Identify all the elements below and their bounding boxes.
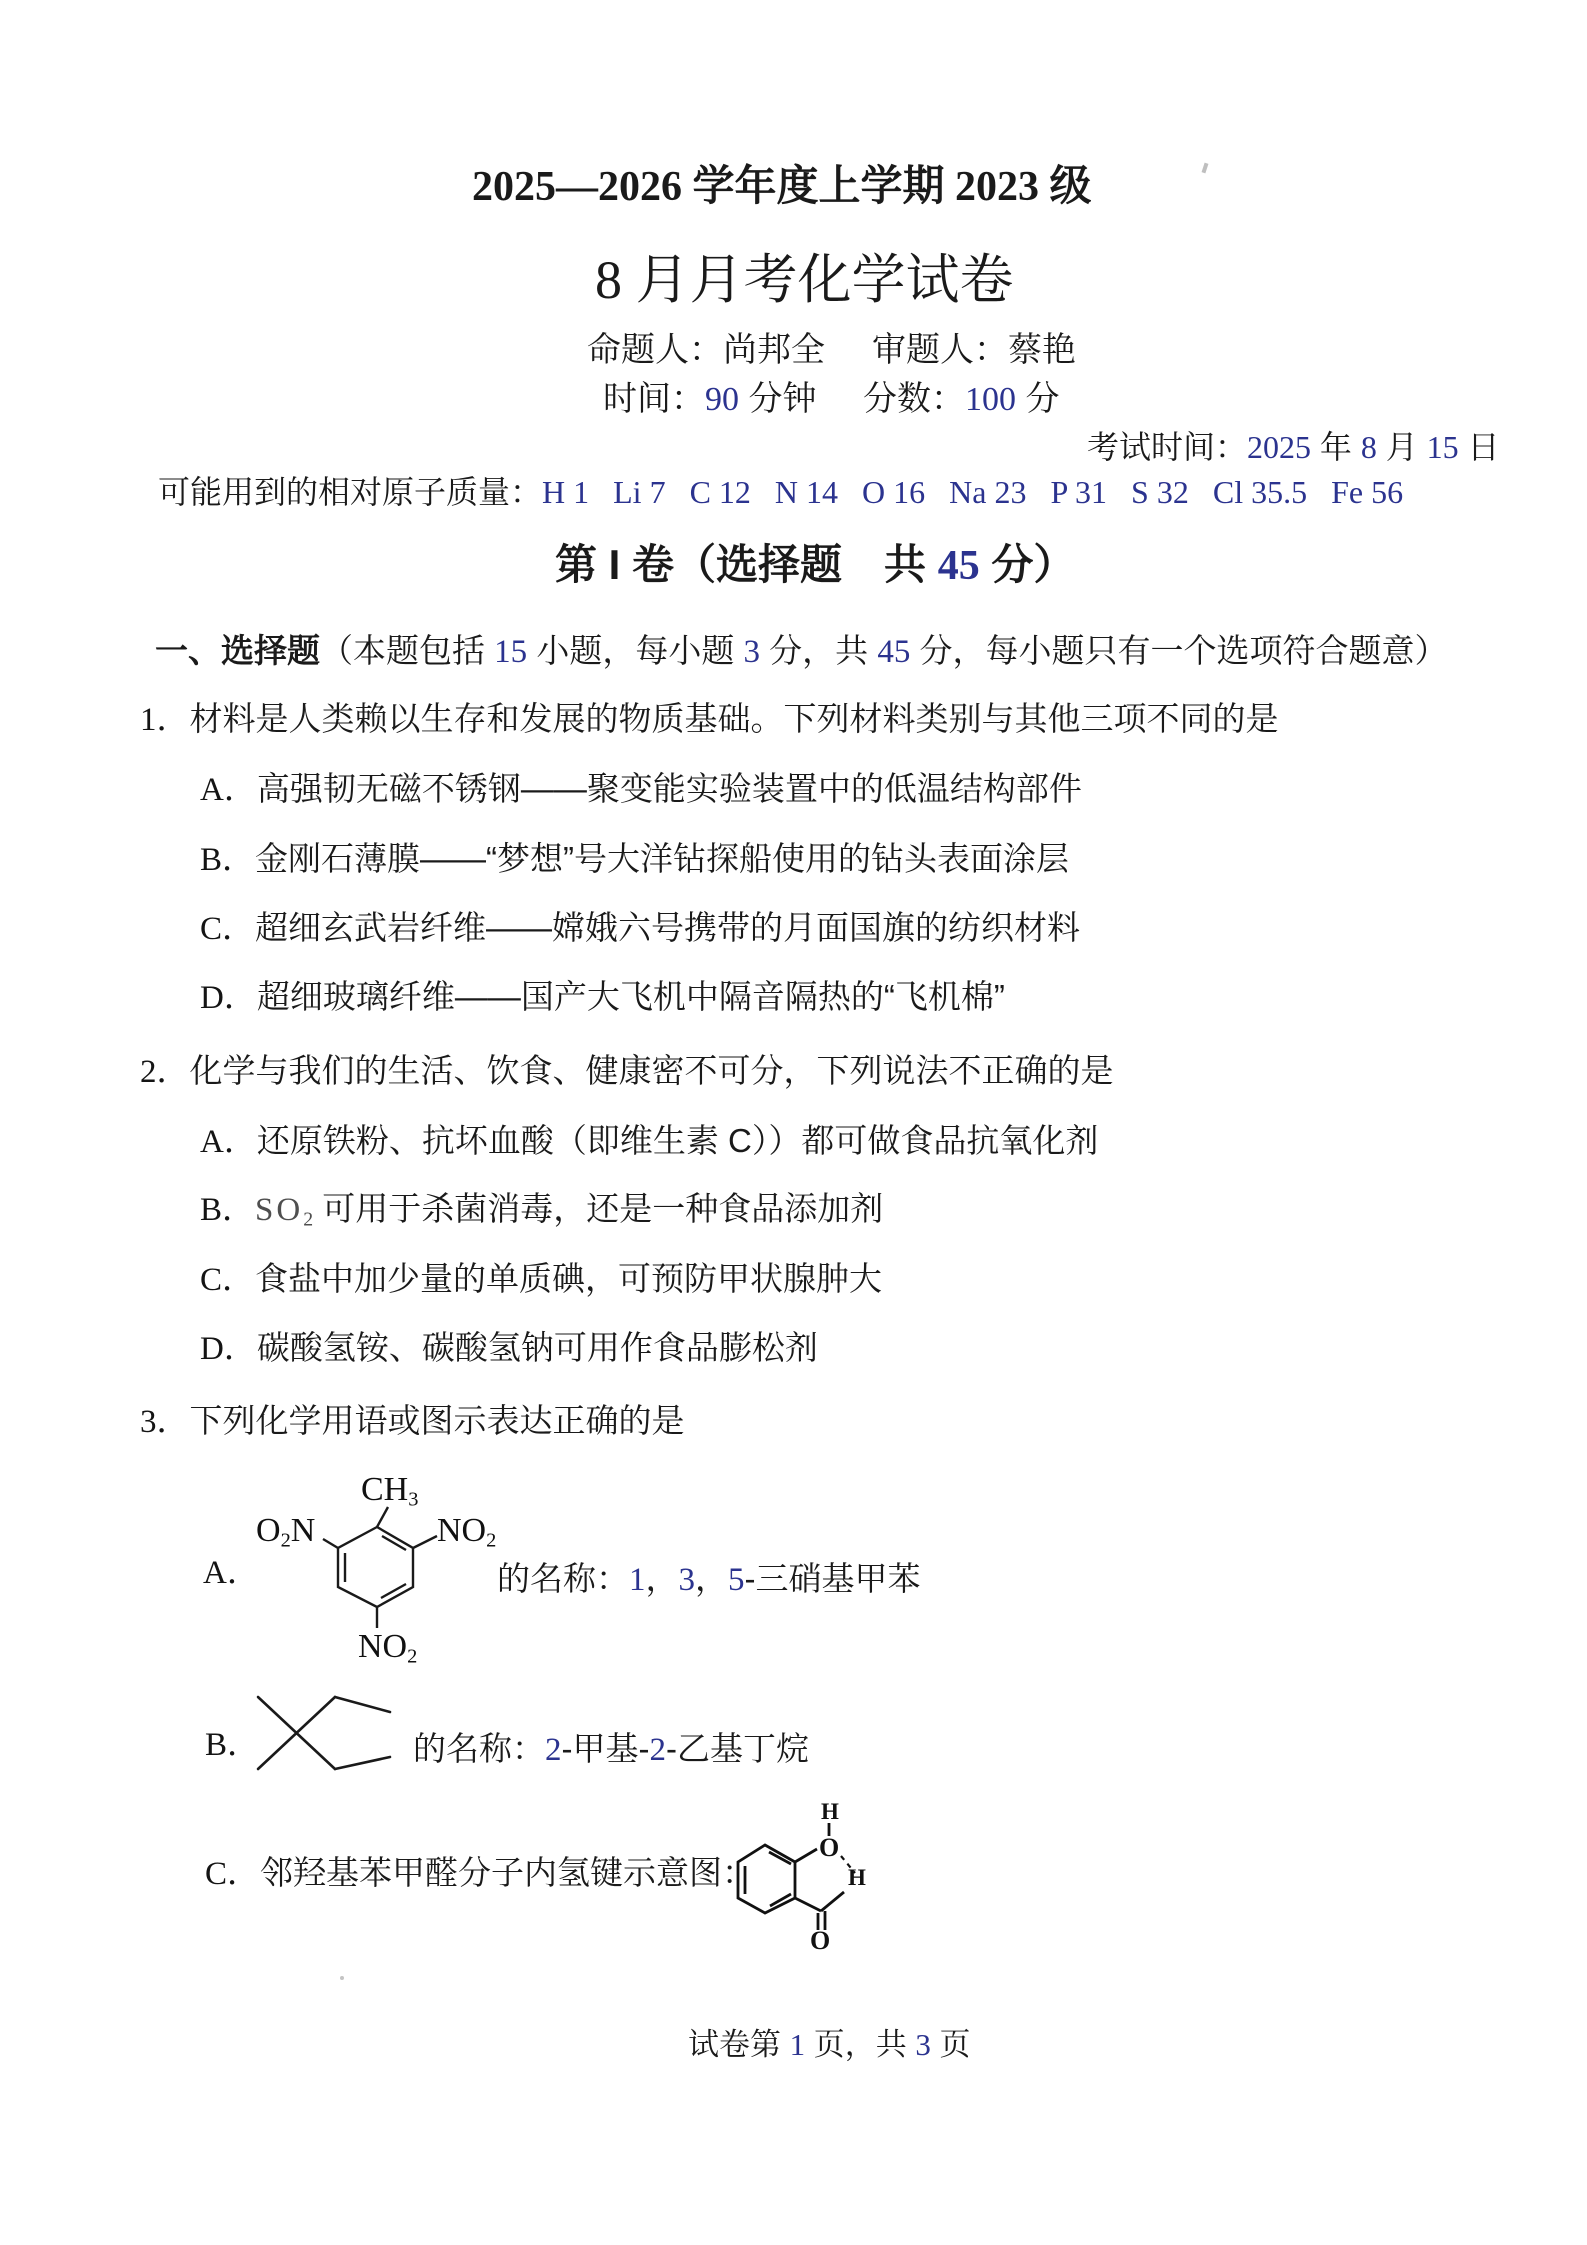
tnt-nitro-right-label: NO2 [437, 1512, 497, 1552]
exam-date: 考试时间：2025 年 8 月 15 日 [1087, 429, 1500, 465]
question-1-option-a: A．高强韧无磁不锈钢——聚变能实验装置中的低温结构部件 [200, 770, 1082, 808]
tnt-methyl-label: CH3 [361, 1471, 419, 1511]
salicyl-bond-ring-to-cho [795, 1898, 821, 1911]
question-3-option-a-name: 的名称：1，3，5-三硝基甲苯 [497, 1560, 921, 1598]
question-3-option-c-line: C．邻羟基苯甲醛分子内氢键示意图： [205, 1854, 756, 1892]
tnt-double-bond-bottom [381, 1584, 406, 1598]
alkane-skeleton-structure [258, 1697, 390, 1769]
salicyl-double-bond-topright [769, 1852, 791, 1864]
setter-name: 命题人：尚邦全 [587, 331, 825, 369]
tnt-bond-nitro-right [413, 1536, 437, 1548]
tnt-nitro-left-label: O2N [256, 1512, 316, 1552]
tnt-bond-nitro-left [323, 1539, 338, 1548]
question-2-option-c: C．食盐中加少量的单质碘，可预防甲状腺肿大 [200, 1260, 883, 1298]
alkane-bond-4 [335, 1757, 390, 1769]
part1-heading: 第 I 卷（选择题 共 45 分） [555, 541, 1076, 589]
question-1-option-d: D．超细玻璃纤维——国产大飞机中隔音隔热的“飞机棉” [200, 978, 1005, 1016]
tnt-structure [323, 1507, 437, 1628]
tnt-double-bond-top [382, 1536, 406, 1550]
question-3-option-a-letter: A． [203, 1555, 260, 1591]
alkane-bond-1 [258, 1697, 335, 1769]
alkane-bond-3 [335, 1697, 390, 1712]
benzene-ring-tnt [338, 1527, 413, 1607]
full-score: 分数：100 分 [863, 380, 1060, 418]
atomic-masses-line: 可能用到的相对原子质量：H 1 Li 7 C 12 N 14 O 16 Na 23 P 31 S 32 Cl 35.5 Fe 56 [158, 474, 1404, 510]
alkane-bond-2 [258, 1697, 335, 1769]
exam-year-title: 2025—2026 学年度上学期 2023 级 [472, 164, 1092, 210]
question-2-option-d: D．碳酸氢铵、碳酸氢钠可用作食品膨松剂 [200, 1329, 818, 1367]
question-1-stem: 1．材料是人类赖以生存和发展的物质基础。下列材料类别与其他三项不同的是 [140, 700, 1279, 738]
question-3-option-b-name: 的名称：2-甲基-2-乙基丁烷 [413, 1730, 809, 1768]
exam-duration: 时间：90 分钟 [603, 380, 817, 418]
salicyl-bond-c-h [821, 1892, 844, 1911]
salicyl-carbonyl-o-label: O [810, 1926, 831, 1955]
question-3-option-b-letter: B． [205, 1727, 261, 1763]
stray-mark-top [1202, 163, 1209, 174]
question-3-stem: 3．下列化学用语或图示表达正确的是 [140, 1402, 685, 1440]
page-number-footer: 试卷第 1 页，共 3 页 [688, 2027, 971, 2062]
salicyl-hydroxyl-o-label: O [819, 1833, 840, 1862]
stray-mark-bottom [340, 1976, 344, 1980]
section-1-instructions: 一、选择题（本题包括 15 小题，每小题 3 分，共 45 分，每小题只有一个选项符合题意） [155, 632, 1448, 670]
salicyl-bond-ring-to-o [795, 1849, 817, 1862]
tnt-nitro-bottom-label: NO2 [358, 1628, 418, 1668]
exam-subtitle: 8 月月考化学试卷 [595, 250, 1014, 310]
question-2-option-b: B．SO2 可用于杀菌消毒，还是一种食品添加剂 [200, 1190, 884, 1231]
salicyl-double-bond-bottomright [770, 1894, 791, 1906]
question-1-option-c: C．超细玄武岩纤维——嫦娥六号携带的月面国旗的纺织材料 [200, 909, 1081, 947]
question-1-option-b: B．金刚石薄膜——“梦想”号大洋钻探船使用的钻头表面涂层 [200, 840, 1069, 878]
salicyl-aldehyde-h-label: H [848, 1865, 866, 1890]
question-2-stem: 2．化学与我们的生活、饮食、健康密不可分，下列说法不正确的是 [140, 1052, 1114, 1090]
reviewer-name: 审题人：蔡艳 [872, 331, 1076, 369]
salicyl-hydroxyl-h-label: H [821, 1799, 839, 1824]
question-2-option-a: A．还原铁粉、抗坏血酸（即维生素 C））都可做食品抗氧化剂 [200, 1122, 1099, 1160]
